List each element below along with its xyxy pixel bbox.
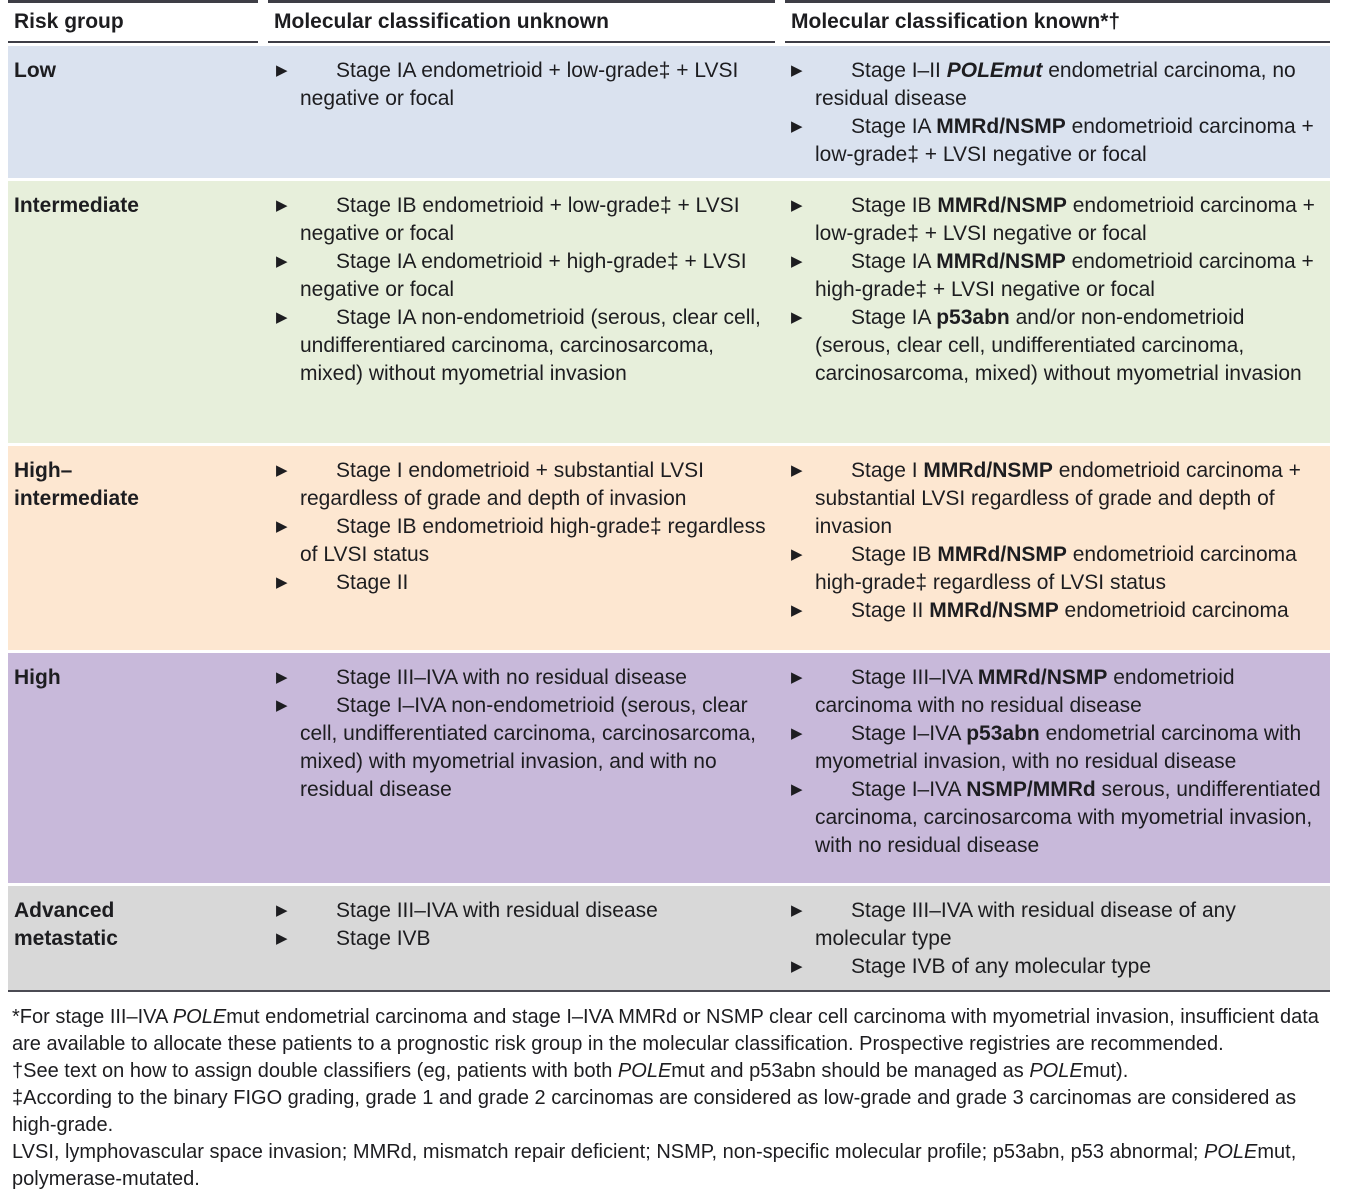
- classification-known-cell: [783, 653, 1330, 883]
- text-segment: endometrioid carcinoma + high-grade‡ + LVSI negative or focal: [815, 250, 1314, 301]
- text-segment: MMRd/NSMP: [923, 459, 1053, 482]
- text-segment: NSMP/MMRd: [966, 778, 1096, 801]
- list-item: [268, 569, 779, 597]
- bullet-icon: ▶: [791, 902, 803, 919]
- text-segment: Stage III–IVA with no residual disease: [336, 666, 687, 689]
- text-segment: mut).: [1082, 1060, 1129, 1082]
- text-segment: serous, undifferentiated carcinoma, carcinosarcoma with myometrial invasion, with no residual disease: [815, 778, 1321, 857]
- text-segment: Stage I: [851, 459, 924, 482]
- risk-group-cell: [8, 446, 268, 650]
- text-segment: †See text on how to assign double classifiers (eg, patients with both: [12, 1060, 618, 1082]
- bullet-icon: ▶: [276, 697, 288, 714]
- risk-group-label: High: [14, 666, 61, 689]
- risk-group-label: Advanced metastatic: [14, 899, 118, 950]
- list-item: [268, 513, 779, 569]
- bullet-icon: ▶: [276, 309, 288, 326]
- classification-known-cell: [783, 446, 1330, 650]
- bullet-icon: ▶: [791, 602, 803, 619]
- bullet-icon: ▶: [276, 930, 288, 947]
- bullet-icon: ▶: [276, 574, 288, 591]
- text-segment: Stage IA endometrioid + low-grade‡ + LVSI negative or focal: [300, 59, 739, 110]
- text-segment: POLEmut: [946, 59, 1043, 82]
- text-segment: Stage I–IVA non-endometrioid (serous, clear cell, undifferentiated carcinoma, carcinosarcoma, mixed) with myometrial invasion, and with no residual disease: [300, 694, 757, 801]
- classification-unknown-cell: [268, 46, 783, 178]
- classification-known-cell: [783, 886, 1330, 990]
- text-segment: mut, polymerase-mutated.: [12, 1141, 1297, 1190]
- text-segment: Stage II: [851, 599, 930, 622]
- text-segment: MMRd/NSMP: [936, 115, 1066, 138]
- text-segment: endometrioid carcinoma: [1058, 599, 1289, 622]
- text-segment: MMRd/NSMP: [937, 543, 1067, 566]
- text-segment: endometrial carcinoma with myometrial invasion, with no residual disease: [815, 722, 1302, 773]
- risk-group-cell: [8, 46, 268, 178]
- risk-group-label: Low: [14, 59, 56, 82]
- text-segment: p53abn: [936, 306, 1010, 329]
- list-item: [783, 953, 1326, 981]
- footnote: [12, 1004, 1334, 1058]
- bullet-icon: ▶: [791, 725, 803, 742]
- text-segment: POLE: [617, 1060, 672, 1082]
- text-segment: ‡According to the binary FIGO grading, grade 1 and grade 2 carcinomas are considered as low-grade and grade 3 carcinomas are considered as high-grade.: [12, 1087, 1297, 1136]
- text-segment: and/or non-endometrioid (serous, clear cell, undifferentiated carcinoma, carcinosarcoma, mixed) without myometrial invasion: [815, 306, 1302, 385]
- footnote: [12, 1085, 1334, 1139]
- text-segment: Stage I–II: [851, 59, 947, 82]
- text-segment: POLE: [1029, 1060, 1083, 1082]
- list-item: [783, 541, 1326, 597]
- text-segment: endometrial carcinoma, no residual disease: [815, 59, 1296, 110]
- footnotes: [8, 992, 1340, 1193]
- text-segment: Stage III–IVA: [851, 666, 978, 689]
- text-segment: Stage IA endometrioid + high-grade‡ + LVSI negative or focal: [300, 250, 747, 301]
- list-item: [783, 113, 1326, 169]
- text-segment: Stage IA: [851, 306, 937, 329]
- list-item: [783, 776, 1326, 860]
- text-segment: MMRd/NSMP: [937, 194, 1067, 217]
- text-segment: Stage IA: [851, 250, 937, 273]
- classification-unknown-cell: [268, 653, 783, 883]
- text-segment: *For stage III–IVA: [12, 1006, 173, 1028]
- list-item: [268, 897, 779, 925]
- text-segment: endometrioid carcinoma with no residual disease: [815, 666, 1235, 717]
- table-row: [8, 886, 1330, 990]
- list-item: [783, 304, 1326, 388]
- list-item: [783, 192, 1326, 248]
- text-segment: Stage III–IVA with residual disease of any molecular type: [815, 899, 1236, 950]
- text-segment: Stage IB: [851, 543, 938, 566]
- table-header-row: [8, 0, 1330, 43]
- bullet-icon: ▶: [791, 118, 803, 135]
- text-segment: Stage IB endometrioid + low-grade‡ + LVSI negative or focal: [300, 194, 740, 245]
- text-segment: mut endometrial carcinoma and stage I–IVA MMRd or NSMP clear cell carcinoma with myometrial invasion, insufficient data are available to allocate these patients to a prognostic risk group in the molecular classification. Prospective registries are recommended.: [12, 1006, 1319, 1055]
- text-segment: mut and p53abn should be managed as: [671, 1060, 1030, 1082]
- footnote: [12, 1058, 1334, 1085]
- text-segment: p53abn: [966, 722, 1040, 745]
- list-item: [268, 664, 779, 692]
- bullet-icon: ▶: [791, 197, 803, 214]
- text-segment: Stage IA: [851, 115, 937, 138]
- text-segment: Stage IA non-endometrioid (serous, clear cell, undifferentiared carcinoma, carcinosarcoma, mixed) without myometrial invasion: [300, 306, 761, 385]
- table-body: [8, 46, 1330, 990]
- bullet-icon: ▶: [791, 62, 803, 79]
- table-row: [8, 181, 1330, 443]
- bullet-icon: ▶: [791, 546, 803, 563]
- list-item: [268, 925, 779, 953]
- risk-group-cell: [8, 181, 268, 443]
- risk-group-label: High–intermediate: [14, 459, 139, 510]
- column-header-risk-group: Risk group: [8, 0, 258, 43]
- list-item: [783, 248, 1326, 304]
- text-segment: Stage IB endometrioid high-grade‡ regardless of LVSI status: [300, 515, 766, 566]
- text-segment: Stage IVB: [336, 927, 431, 950]
- text-segment: MMRd/NSMP: [977, 666, 1108, 689]
- text-segment: LVSI, lymphovascular space invasion; MMRd, mismatch repair deficient; NSMP, non-specific molecular profile; p53abn, p53 abnormal;: [12, 1141, 1205, 1163]
- table-row: [8, 653, 1330, 883]
- classification-unknown-cell: [268, 181, 783, 443]
- list-item: [783, 664, 1326, 720]
- text-segment: Stage I–IVA: [851, 722, 967, 745]
- text-segment: endometrioid carcinoma + low-grade‡ + LVSI negative or focal: [815, 115, 1314, 166]
- risk-group-cell: [8, 653, 268, 883]
- text-segment: POLE: [1204, 1141, 1258, 1163]
- footnote: [12, 1139, 1334, 1193]
- classification-unknown-cell: [268, 446, 783, 650]
- bullet-icon: ▶: [276, 669, 288, 686]
- bullet-icon: ▶: [791, 669, 803, 686]
- column-header-classification-known: Molecular classification known*†: [785, 0, 1330, 43]
- list-item: [268, 192, 779, 248]
- risk-table: [8, 0, 1330, 992]
- text-segment: MMRd/NSMP: [929, 599, 1059, 622]
- list-item: [783, 457, 1326, 541]
- classification-known-cell: [783, 46, 1330, 178]
- bullet-icon: ▶: [791, 781, 803, 798]
- list-item: [783, 720, 1326, 776]
- bullet-icon: ▶: [791, 309, 803, 326]
- risk-group-cell: [8, 886, 268, 990]
- text-segment: Stage I–IVA: [851, 778, 967, 801]
- table-row: [8, 446, 1330, 650]
- list-item: [783, 57, 1326, 113]
- classification-unknown-cell: [268, 886, 783, 990]
- text-segment: MMRd/NSMP: [936, 250, 1066, 273]
- text-segment: Stage III–IVA with residual disease: [336, 899, 658, 922]
- text-segment: endometrioid carcinoma + substantial LVSI regardless of grade and depth of invasion: [815, 459, 1301, 538]
- text-segment: POLE: [172, 1006, 227, 1028]
- list-item: [268, 457, 779, 513]
- table-row: [8, 46, 1330, 178]
- bullet-icon: ▶: [276, 62, 288, 79]
- text-segment: endometrioid carcinoma + low-grade‡ + LVSI negative or focal: [815, 194, 1315, 245]
- list-item: [268, 692, 779, 804]
- list-item: [783, 897, 1326, 953]
- list-item: [268, 57, 779, 113]
- list-item: [268, 248, 779, 304]
- bullet-icon: ▶: [791, 253, 803, 270]
- bullet-icon: ▶: [276, 518, 288, 535]
- column-header-classification-unknown: Molecular classification unknown: [268, 0, 775, 43]
- text-segment: Stage II: [336, 571, 409, 594]
- risk-group-label: Intermediate: [14, 194, 139, 217]
- bullet-icon: ▶: [791, 958, 803, 975]
- bullet-icon: ▶: [276, 197, 288, 214]
- bullet-icon: ▶: [276, 462, 288, 479]
- bullet-icon: ▶: [276, 902, 288, 919]
- text-segment: endometrioid carcinoma high-grade‡ regardless of LVSI status: [815, 543, 1297, 594]
- list-item: [783, 597, 1326, 625]
- text-segment: Stage I endometrioid + substantial LVSI regardless of grade and depth of invasion: [300, 459, 704, 510]
- text-segment: Stage IVB of any molecular type: [851, 955, 1151, 978]
- bullet-icon: ▶: [276, 253, 288, 270]
- text-segment: Stage IB: [851, 194, 938, 217]
- bullet-icon: ▶: [791, 462, 803, 479]
- classification-known-cell: [783, 181, 1330, 443]
- list-item: [268, 304, 779, 388]
